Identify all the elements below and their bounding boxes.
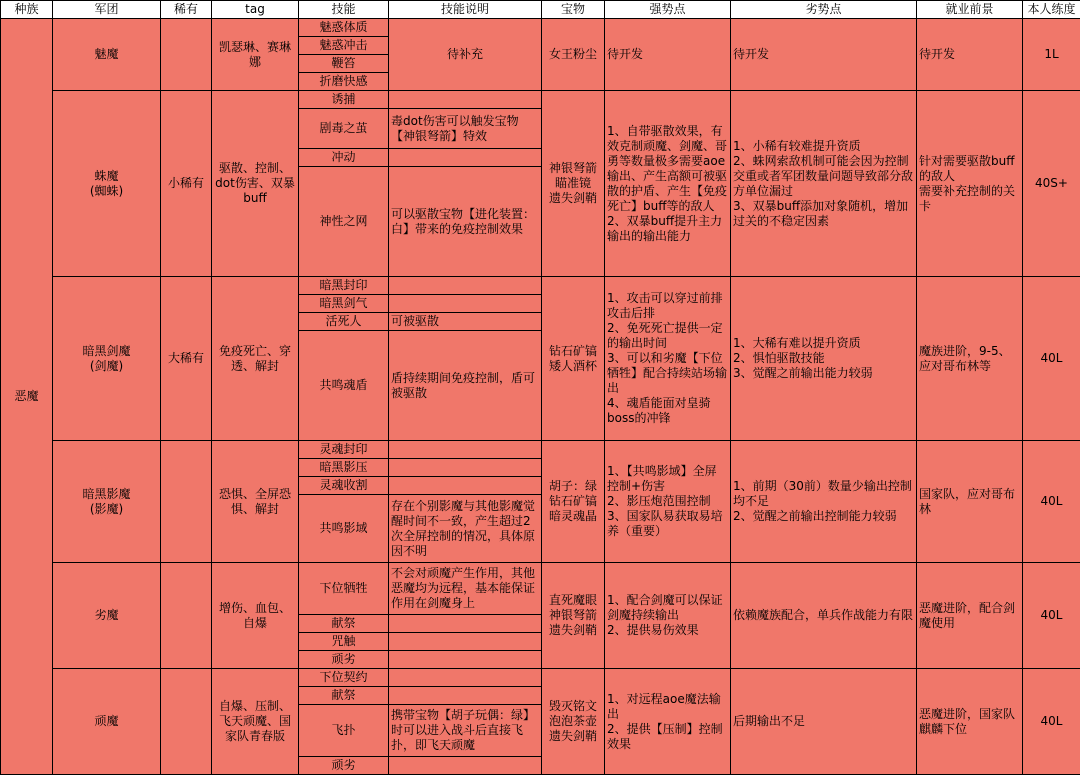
- legion-level: 40L: [1023, 669, 1080, 775]
- legion-strength: 1、配合剑魔可以保证剑魔持续输出 2、提供易伤效果: [605, 563, 731, 669]
- legion-rarity: [161, 19, 212, 91]
- skill-name: 暗黑剑气: [299, 295, 389, 313]
- skill-desc: [389, 633, 542, 651]
- skill-name: 飞扑: [299, 705, 389, 757]
- table-row: [1, 91, 1080, 109]
- legion-prospect: 待开发: [917, 19, 1023, 91]
- skill-name: 鞭笞: [299, 55, 389, 73]
- skill-desc: [389, 651, 542, 669]
- header-skill-desc: 技能说明: [389, 1, 542, 19]
- legion-prospect: 魔族进阶，9-5、应对哥布林等: [917, 277, 1023, 441]
- legion-prospect: 恶魔进阶，配合剑魔使用: [917, 563, 1023, 669]
- legion-treasure: 直死魔眼 神银弩箭 遗失剑鞘: [542, 563, 605, 669]
- legion-strength: 1、攻击可以穿过前排攻击后排 2、免死死亡提供一定的输出时间 3、可以和劣魔【下位牺牲】配合持续站场输出 4、魂盾能面对皇骑boss的冲锋: [605, 277, 731, 441]
- skill-name: 剧毒之茧: [299, 109, 389, 149]
- skill-name: 神性之网: [299, 167, 389, 277]
- skill-desc: 待补充: [389, 19, 542, 91]
- legion-tag: 凯瑟琳、赛琳娜: [212, 19, 299, 91]
- skill-desc: [389, 91, 542, 109]
- skill-name: 咒触: [299, 633, 389, 651]
- skill-desc: [389, 757, 542, 775]
- legion-level: 40L: [1023, 441, 1080, 563]
- legion-weakness: 1、大稀有难以提升资质 2、惧怕驱散技能 3、觉醒之前输出能力较弱: [731, 277, 917, 441]
- skill-name: 顽劣: [299, 651, 389, 669]
- legion-prospect: 恶魔进阶，国家队麒麟下位: [917, 669, 1023, 775]
- skill-desc: [389, 295, 542, 313]
- header-level: 本人练度: [1023, 1, 1080, 19]
- legion-weakness: 后期输出不足: [731, 669, 917, 775]
- legion-strength: 1、自带驱散效果，有效克制顽魔、剑魔、哥勇等数量极多需要aoe输出、产生高额可被驱散的护盾、产生【免疫死亡】buff等的敌人 2、双暴buff提升主力输出的输出能力: [605, 91, 731, 277]
- table-row: [1, 277, 1080, 295]
- skill-desc: 可以驱散宝物【进化装置：白】带来的免疫控制效果: [389, 167, 542, 277]
- skill-name: 冲动: [299, 149, 389, 167]
- table-row: [1, 19, 1080, 37]
- legion-treasure: 神银弩箭 瞄准镜 遗失剑鞘: [542, 91, 605, 277]
- skill-name: 灵魂封印: [299, 441, 389, 459]
- skill-desc: 可被驱散: [389, 313, 542, 331]
- skill-name: 暗黑影压: [299, 459, 389, 477]
- legion-tag: 驱散、控制、dot伤害、双暴buff: [212, 91, 299, 277]
- legion-name: 劣魔: [53, 563, 161, 669]
- skill-desc: 毒dot伤害可以触发宝物【神银弩箭】特效: [389, 109, 542, 149]
- skill-desc: 盾持续期间免疫控制，盾可被驱散: [389, 331, 542, 441]
- skill-desc: [389, 687, 542, 705]
- legion-weakness: 依赖魔族配合，单兵作战能力有限: [731, 563, 917, 669]
- header-row: [1, 1, 1080, 19]
- legion-tag: 恐惧、全屏恐惧、解封: [212, 441, 299, 563]
- legion-weakness: 1、小稀有较难提升资质 2、蛛网索敌机制可能会因为控制交重或者军团数量问题导致部分敌方单位漏过 3、双暴buff添加对象随机，增加过关的不稳定因素: [731, 91, 917, 277]
- legion-name: 顽魔: [53, 669, 161, 775]
- skill-desc: [389, 615, 542, 633]
- skill-desc: [389, 477, 542, 495]
- legion-level: 1L: [1023, 19, 1080, 91]
- table-row: [1, 669, 1080, 687]
- legion-rarity: 大稀有: [161, 277, 212, 441]
- legion-rarity: [161, 441, 212, 563]
- header-prospect: 就业前景: [917, 1, 1023, 19]
- skill-name: 魅惑体质: [299, 19, 389, 37]
- header-legion: 军团: [53, 1, 161, 19]
- legion-weakness: 1、前期（30前）数量少输出控制均不足 2、觉醒之前输出控制能力较弱: [731, 441, 917, 563]
- legion-level: 40S+: [1023, 91, 1080, 277]
- skill-name: 魅惑冲击: [299, 37, 389, 55]
- race-cell: 恶魔: [1, 19, 53, 775]
- skill-desc: 存在个别影魔与其他影魔觉醒时间不一致，产生超过2次全屏控制的情况，具体原因不明: [389, 495, 542, 563]
- skill-desc: [389, 277, 542, 295]
- skill-desc: [389, 459, 542, 477]
- skill-name: 折磨快感: [299, 73, 389, 91]
- header-race: 种族: [1, 1, 53, 19]
- legion-tag: 自爆、压制、飞天顽魔、国家队青春版: [212, 669, 299, 775]
- skill-name: 下位牺牲: [299, 563, 389, 615]
- header-rarity: 稀有: [161, 1, 212, 19]
- skill-name: 灵魂收割: [299, 477, 389, 495]
- legion-treasure: 女王粉尘: [542, 19, 605, 91]
- skill-name: 诱捕: [299, 91, 389, 109]
- legion-rarity: 小稀有: [161, 91, 212, 277]
- legion-tag: 免疫死亡、穿透、解封: [212, 277, 299, 441]
- legion-strength: 待开发: [605, 19, 731, 91]
- legion-tag: 增伤、血包、自爆: [212, 563, 299, 669]
- skill-name: 献祭: [299, 687, 389, 705]
- legion-treasure: 毁灭铭文 泡泡茶壶 遗失剑鞘: [542, 669, 605, 775]
- skill-name: 暗黑封印: [299, 277, 389, 295]
- legion-weakness: 待开发: [731, 19, 917, 91]
- skill-desc: 携带宝物【胡子玩偶：绿】时可以进入战斗后直接飞扑，即飞天顽魔: [389, 705, 542, 757]
- legion-level: 40L: [1023, 563, 1080, 669]
- legion-prospect: 针对需要驱散buff的敌人 需要补充控制的关卡: [917, 91, 1023, 277]
- skill-name: 共鸣魂盾: [299, 331, 389, 441]
- skill-name: 献祭: [299, 615, 389, 633]
- legion-rarity: [161, 669, 212, 775]
- skill-name: 顽劣: [299, 757, 389, 775]
- skill-name: 下位契约: [299, 669, 389, 687]
- legion-strength: 1、【共鸣影域】全屏控制+伤害 2、影压炮范围控制 3、国家队易获取易培养（重要）: [605, 441, 731, 563]
- legion-prospect: 国家队，应对哥布林: [917, 441, 1023, 563]
- skill-desc: [389, 669, 542, 687]
- skill-name: 活死人: [299, 313, 389, 331]
- header-weakness: 劣势点: [731, 1, 917, 19]
- header-strength: 强势点: [605, 1, 731, 19]
- legion-name: 暗黑影魔 (影魔): [53, 441, 161, 563]
- table-row: [1, 563, 1080, 615]
- skill-desc: 不会对顽魔产生作用，其他恶魔均为远程，基本能保证作用在剑魔身上: [389, 563, 542, 615]
- header-treasure: 宝物: [542, 1, 605, 19]
- legion-name: 暗黑剑魔 (剑魔): [53, 277, 161, 441]
- legion-rarity: [161, 563, 212, 669]
- skill-desc: [389, 149, 542, 167]
- skill-desc: [389, 441, 542, 459]
- legion-level: 40L: [1023, 277, 1080, 441]
- legion-treasure: 胡子：绿钻石矿镐 暗灵魂晶: [542, 441, 605, 563]
- legion-treasure: 钻石矿镐 矮人酒杯: [542, 277, 605, 441]
- table-row: [1, 441, 1080, 459]
- header-skill: 技能: [299, 1, 389, 19]
- legion-strength: 1、对远程aoe魔法输出 2、提供【压制】控制效果: [605, 669, 731, 775]
- legion-name: 蛛魔 (蜘蛛): [53, 91, 161, 277]
- legion-name: 魅魔: [53, 19, 161, 91]
- skill-name: 共鸣影域: [299, 495, 389, 563]
- header-tag: tag: [212, 1, 299, 19]
